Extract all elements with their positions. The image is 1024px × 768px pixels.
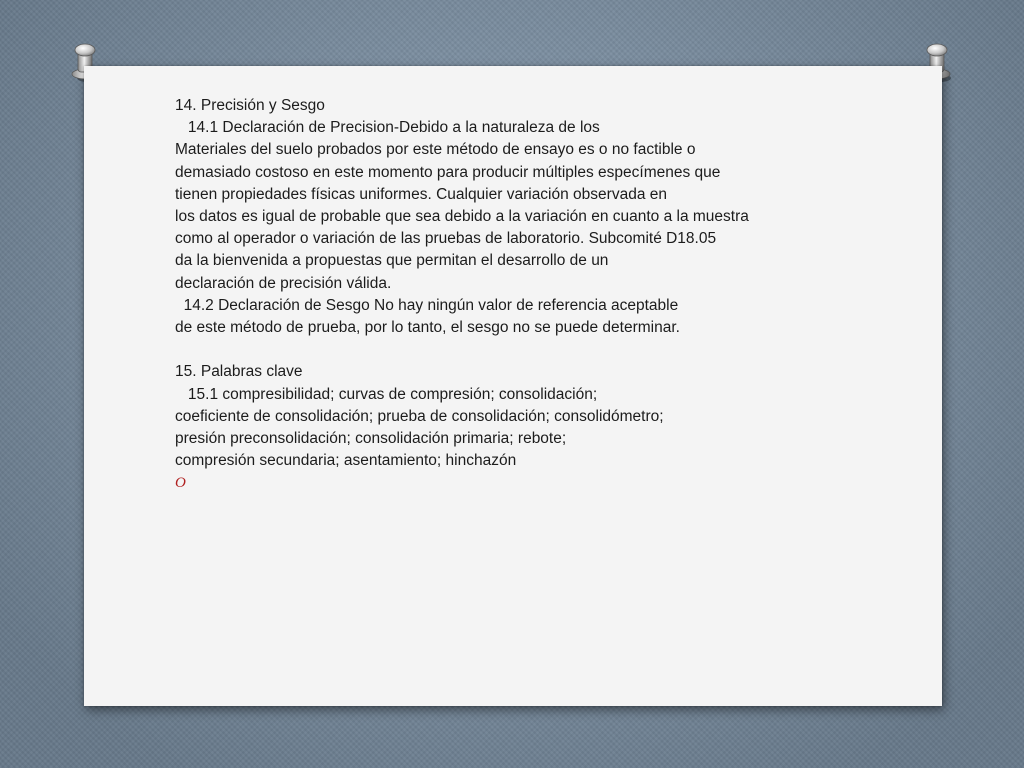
section-14-heading: 14. Precisión y Sesgo: [175, 97, 325, 114]
section-15-line: coeficiente de consolidación; prueba de consolidación; consolidómetro;: [175, 407, 664, 425]
section-14-line: como al operador o variación de las pruebas de laboratorio. Subcomité D18.05: [175, 230, 717, 248]
section-14-line: da la bienvenida a propuestas que permitan el desarrollo de un: [175, 252, 609, 270]
section-14-line: 14.1 Declaración de Precision-Debido a la naturaleza de los: [175, 119, 600, 137]
section-14-line: tienen propiedades físicas uniformes. Cualquier variación observada en: [175, 185, 667, 203]
paragraph-spacer: [175, 339, 915, 361]
section-15-line: presión preconsolidación; consolidación primaria; rebote;: [175, 430, 567, 448]
section-14-line: declaración de precisión válida.: [175, 274, 392, 292]
section-14-line: los datos es igual de probable que sea debido a la variación en cuanto a la muestra: [175, 208, 749, 226]
section-14-line: de este método de prueba, por lo tanto, el sesgo no se puede determinar.: [175, 319, 680, 337]
section-15-line: compresión secundaria; asentamiento; hinchazón: [175, 452, 517, 470]
section-14-line: 14.2 Declaración de Sesgo No hay ningún valor de referencia aceptable: [175, 296, 679, 314]
section-15-heading: 15. Palabras clave: [175, 363, 303, 381]
section-14-line: Materiales del suelo probados por este método de ensayo es o no factible o: [175, 141, 696, 159]
bullet-marker-icon: O: [175, 475, 186, 492]
slide-text-body: [175, 95, 915, 494]
section-14-line: demasiado costoso en este momento para producir múltiples especímenes que: [175, 163, 721, 181]
section-15-line: 15.1 compresibilidad; curvas de compresión; consolidación;: [175, 385, 598, 403]
